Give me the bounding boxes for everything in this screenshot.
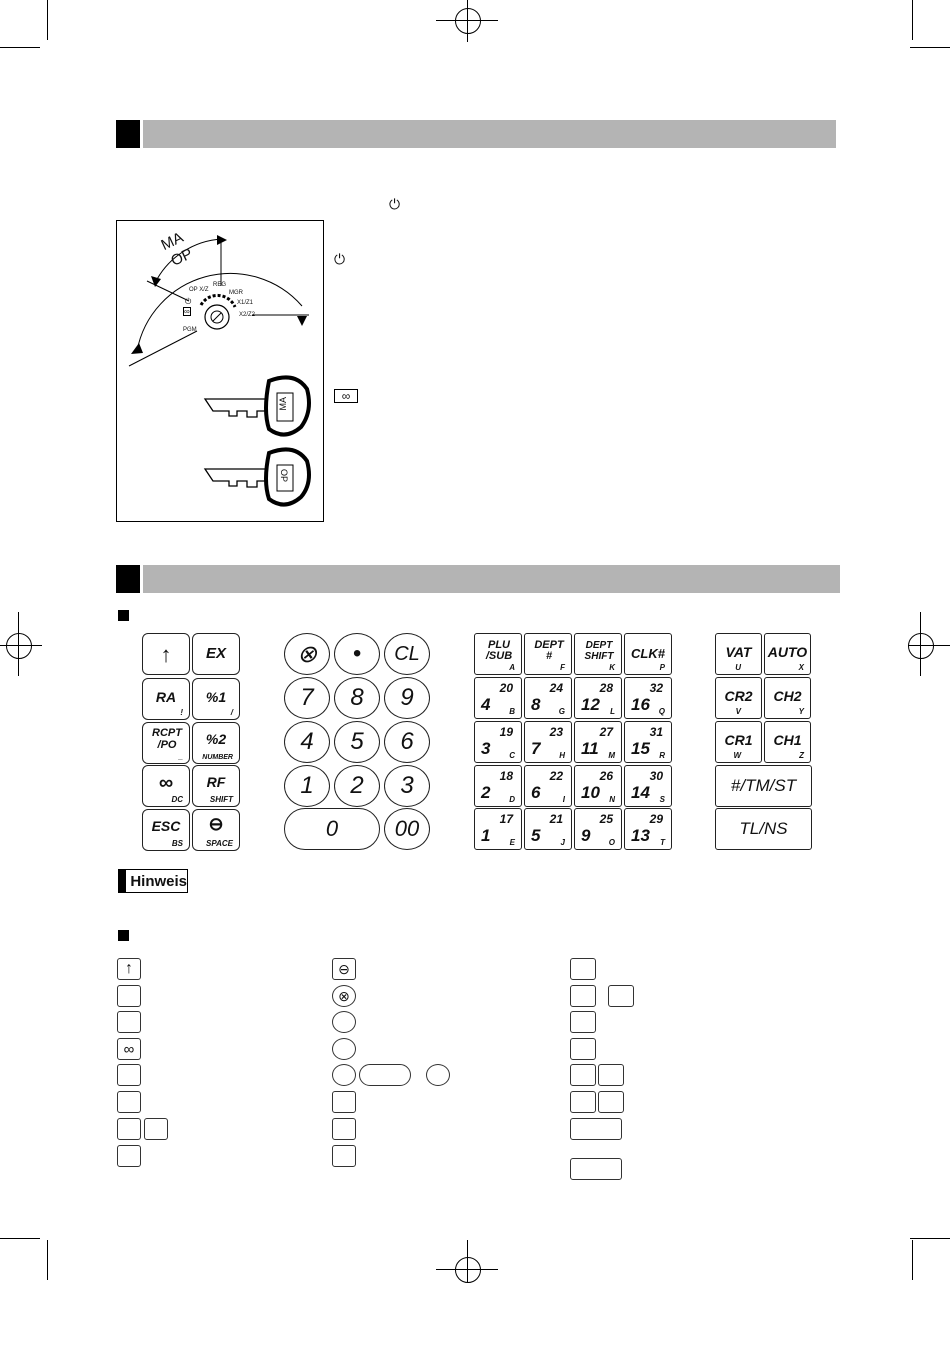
small-key-loop: ∞ [117,1038,141,1060]
crop-mark [908,645,950,646]
key-9[interactable]: 9 [384,677,430,719]
key-dept-6[interactable] [524,765,572,807]
key-dept-11[interactable] [574,721,622,763]
registration-mark [455,8,481,34]
key-loop[interactable]: ∞ DC [142,765,190,807]
dept-key-letter: J [560,838,565,847]
crop-mark [436,1269,498,1270]
key-dept-1[interactable] [474,808,522,850]
small-key-minus: ⊖ [332,958,356,980]
crop-mark [467,1240,468,1282]
section-header-bar [143,565,840,593]
dept-key-letter: O [608,838,615,847]
small-key [570,1064,596,1086]
dept-key-upper-number: 17 [499,812,513,826]
dept-key-upper-number: 26 [599,769,613,783]
key-dept-12[interactable] [574,677,622,719]
small-key [570,1091,596,1113]
dept-key-lower-number: 5 [531,826,541,845]
dept-key-letter: B [509,707,515,716]
subsection-bullet [118,610,129,621]
key-vat[interactable]: VAT U [715,633,762,675]
key-1[interactable]: 1 [284,765,330,807]
power-icon: ⏻ [389,196,401,212]
dept-key-lower-number: 8 [531,695,541,714]
section-marker [116,120,140,148]
registration-mark [908,633,934,659]
key-clk[interactable]: CLK# P [624,633,672,675]
dept-key-lower-number: 16 [631,695,650,714]
crop-mark [0,1238,40,1239]
crop-mark [47,1240,48,1280]
dept-key-lower-number: 14 [631,783,650,802]
crop-mark [0,47,40,48]
dept-key-upper-number: 28 [599,681,613,695]
key-dept-2[interactable] [474,765,522,807]
crop-mark [912,1240,913,1280]
dept-key-lower-number: 6 [531,783,541,802]
crop-mark [467,0,468,42]
subsection-bullet [118,930,129,941]
dept-key-letter: S [659,795,665,804]
small-key [117,1011,141,1033]
key-dept-number[interactable]: DEPT # F [524,633,572,675]
key-ch1[interactable]: CH1 Z [764,721,811,763]
key-ra[interactable]: RA ! [142,678,190,720]
dept-key-lower-number: 1 [481,826,491,845]
dept-key-lower-number: 15 [631,739,650,758]
crop-mark [18,612,19,676]
dept-key-letter: E [509,838,515,847]
key-dept-5[interactable] [524,808,572,850]
dept-key-upper-number: 27 [599,725,613,739]
key-0[interactable]: 0 [284,808,380,850]
key-decimal[interactable]: • [334,633,380,675]
ma-key-icon [205,377,309,434]
small-key [570,1038,596,1060]
pos-label-op: OP X/Z [189,287,209,293]
crop-mark [920,612,921,676]
dept-key-upper-number: 19 [499,725,513,739]
dept-key-upper-number: 21 [549,812,563,826]
small-key-round [426,1064,450,1086]
pos-label-x1: X1/Z1 [237,300,254,306]
key-dept-4[interactable] [474,677,522,719]
small-key-pill [359,1064,411,1086]
dept-key-lower-number: 2 [481,783,491,802]
key-dept-10[interactable] [574,765,622,807]
op-key-icon [205,449,309,504]
small-key [117,1064,141,1086]
arc-label-ma: MA [158,229,187,254]
pos-label-reg: REG [213,282,227,288]
note-label: Hinweis [118,869,188,893]
small-key [117,1145,141,1167]
small-key [598,1064,624,1086]
small-key [608,985,634,1007]
key-tl-ns[interactable]: TL/NS [715,808,812,850]
key-cr2[interactable]: CR2 V [715,677,762,719]
key-7[interactable]: 7 [284,677,330,719]
key-label-op: OP [279,469,289,483]
small-key [570,1011,596,1033]
mode-switch-diagram [117,221,323,521]
dept-key-upper-number: 23 [549,725,563,739]
key-ch2[interactable]: CH2 Y [764,677,811,719]
dept-key-letter: R [659,751,665,760]
key-multiply[interactable]: ⊗ [284,633,330,675]
small-key [598,1091,624,1113]
pos-label-x2: X2/Z2 [239,312,256,318]
key-6[interactable]: 6 [384,721,430,763]
dept-key-letter: T [660,838,665,847]
crop-mark [0,645,42,646]
pos-label-pgm: PGM [183,327,197,333]
crop-mark [910,1238,950,1239]
key-dept-8[interactable] [524,677,572,719]
dept-key-lower-number: 10 [581,783,600,802]
dept-key-letter: N [609,795,615,804]
section-header-bar [143,120,836,148]
small-key-round [332,1064,356,1086]
crop-mark [436,20,498,21]
key-rf[interactable]: RF SHIFT [192,765,240,807]
dept-key-lower-number: 12 [581,695,600,714]
power-icon: ⏻ [334,251,346,267]
section-marker [116,565,140,593]
key-8[interactable]: 8 [334,677,380,719]
dept-key-lower-number: 13 [631,826,650,845]
key-dept-14[interactable] [624,765,672,807]
key-ex[interactable]: EX [192,633,240,675]
key-2[interactable]: 2 [334,765,380,807]
dept-key-letter: M [608,751,615,760]
key-dept-16[interactable] [624,677,672,719]
dept-key-upper-number: 20 [499,681,513,695]
key-auto[interactable]: AUTO X [764,633,811,675]
dept-key-letter: D [509,795,515,804]
key-percent1[interactable]: %1 / [192,678,240,720]
key-dept-9[interactable] [574,808,622,850]
dept-key-letter: Q [658,707,665,716]
dept-key-upper-number: 31 [649,725,663,739]
key-dept-3[interactable] [474,721,522,763]
loop-icon: ∞ [184,307,190,316]
key-dept-shift[interactable]: DEPT SHIFT K [574,633,622,675]
dept-key-upper-number: 24 [549,681,563,695]
small-key [117,1091,141,1113]
dept-key-letter: C [509,751,515,760]
key-dept-13[interactable] [624,808,672,850]
small-key-multiply: ⊗ [332,985,356,1007]
power-icon: ⏻ [185,297,192,306]
crop-mark [47,0,48,40]
key-minus[interactable]: ⊖ SPACE [192,809,240,851]
key-up[interactable]: ↑ [142,633,190,675]
dept-key-letter: L [610,707,615,716]
key-cl[interactable]: CL [384,633,430,675]
pos-label-mgr: MGR [229,290,243,296]
crop-mark [912,0,913,40]
key-percent2[interactable]: %2 NUMBER [192,722,240,764]
small-key [332,1145,356,1167]
key-5[interactable]: 5 [334,721,380,763]
dept-key-upper-number: 30 [649,769,663,783]
dept-key-lower-number: 3 [481,739,491,758]
small-key-wide [570,1118,622,1140]
registration-mark [455,1257,481,1283]
small-key [117,985,141,1007]
small-key [332,1091,356,1113]
dept-key-upper-number: 22 [549,769,563,783]
key-esc[interactable]: ESC BS [142,809,190,851]
dept-key-lower-number: 9 [581,826,591,845]
key-rcpt-po[interactable]: RCPT /PO _ [142,722,190,764]
small-key [117,1118,141,1140]
dept-key-letter: G [558,707,565,716]
small-key [570,958,596,980]
dept-key-upper-number: 29 [649,812,663,826]
small-key-round [332,1038,356,1060]
small-key-up: ↑ [117,958,141,980]
small-key-round [332,1011,356,1033]
dept-key-upper-number: 25 [599,812,613,826]
dept-key-lower-number: 4 [481,695,491,714]
loop-icon: ∞ [334,389,358,403]
key-4[interactable]: 4 [284,721,330,763]
key-label-ma: MA [278,397,288,411]
dept-key-lower-number: 11 [581,739,599,758]
key-dept-15[interactable] [624,721,672,763]
dept-key-letter: I [562,795,565,804]
key-plu-sub[interactable]: PLU /SUB A [474,633,522,675]
small-key [570,985,596,1007]
dept-key-upper-number: 32 [649,681,663,695]
dept-key-letter: H [559,751,565,760]
key-cr1[interactable]: CR1 W [715,721,762,763]
key-tm-st[interactable]: #/TM/ST [715,765,812,807]
small-key-wide [570,1158,622,1180]
small-key [332,1118,356,1140]
small-key [144,1118,168,1140]
crop-mark [910,47,950,48]
key-dept-7[interactable] [524,721,572,763]
key-00[interactable]: 00 [384,808,430,850]
registration-mark [6,633,32,659]
dept-key-upper-number: 18 [499,769,513,783]
arc-label-op: OP [168,245,196,270]
dept-key-lower-number: 7 [531,739,541,758]
mode-switch-figure [116,220,324,522]
key-3[interactable]: 3 [384,765,430,807]
